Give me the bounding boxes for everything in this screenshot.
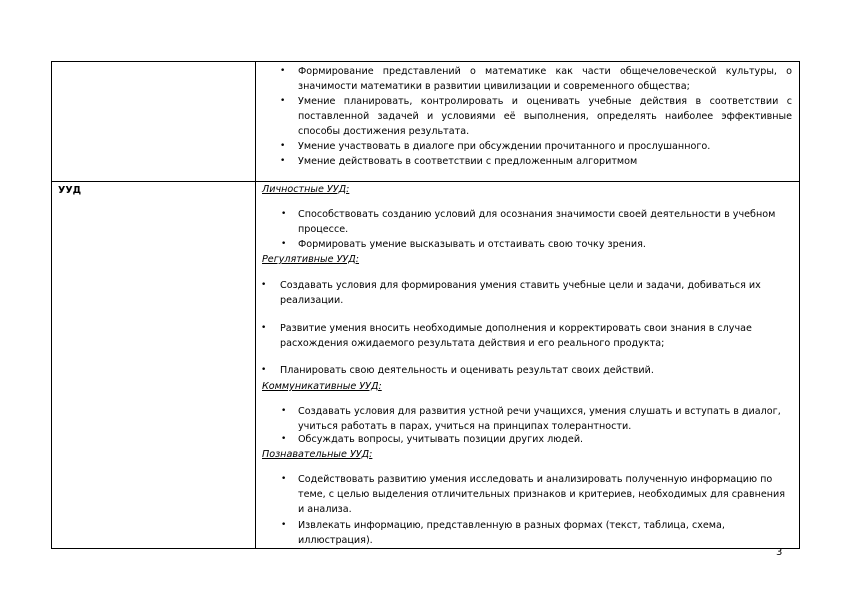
list-item: • Развитие умения вносить необходимые дополнения и корректировать свои знания в случае расхождения ожидаемого результата действия и его реального продукта; bbox=[256, 321, 799, 351]
list-item: • Обсуждать вопросы, учитывать позиции других людей. bbox=[256, 432, 799, 447]
list-item: • Формирование представлений о математике как части общечеловеческой культуры, о значимости математики в развитии цивилизации и современного общества; bbox=[256, 64, 799, 94]
cognitive-uud-list bbox=[256, 472, 799, 548]
list-item: • Планировать свою деятельность и оценивать результат своих действий. bbox=[256, 363, 799, 378]
list-item: • Извлекать информацию, представленную в разных формах (текст, таблица, схема, иллюстрация). bbox=[256, 518, 799, 548]
row1-bullet-list bbox=[256, 64, 799, 169]
personal-uud-list bbox=[256, 207, 799, 252]
list-item: • Создавать условия для развития устной речи учащихся, умения слушать и вступать в диалог, учиться работать в парах, учиться на принципах толерантности. bbox=[256, 404, 799, 434]
list-item: • Формировать умение высказывать и отстаивать свою точку зрения. bbox=[256, 237, 799, 252]
communicative-uud-list bbox=[256, 404, 799, 447]
uud-label: УУД bbox=[52, 182, 256, 549]
list-item: • Умение участвовать в диалоге при обсуждении прочитанного и прослушанного. bbox=[256, 139, 799, 154]
page-number: 3 bbox=[776, 547, 783, 558]
list-item: • Способствовать созданию условий для осознания значимости своей деятельности в учебном процессе. bbox=[256, 207, 799, 237]
cognitive-uud-heading: Познавательные УУД: bbox=[262, 449, 373, 460]
table-row bbox=[52, 182, 800, 549]
list-item: • Умение планировать, контролировать и оценивать учебные действия в соответствии с поставленной задачей и условиями её выполнения, определять наиболее эффективные способы достижения результата. bbox=[256, 94, 799, 139]
list-item: • Умение действовать в соответствии с предложенным алгоритмом bbox=[256, 154, 799, 169]
table-row bbox=[52, 62, 800, 182]
row1-label-cell bbox=[52, 62, 256, 182]
regulative-uud-heading: Регулятивные УУД: bbox=[262, 254, 360, 265]
communicative-uud-heading: Коммуникативные УУД: bbox=[262, 381, 382, 392]
row1-content-cell bbox=[256, 62, 800, 182]
list-item: • Содействовать развитию умения исследовать и анализировать полученную информацию по теме, с целью выделения отличительных признаков и критериев, необходимых для сравнения и анализа. bbox=[256, 472, 799, 517]
content-table bbox=[51, 61, 800, 549]
personal-uud-heading: Личностные УУД: bbox=[262, 184, 350, 195]
row2-content-cell bbox=[256, 182, 800, 549]
list-item: • Создавать условия для формирования умения ставить учебные цели и задачи, добиваться их реализации. bbox=[256, 278, 799, 308]
regulative-uud-list bbox=[256, 278, 799, 378]
